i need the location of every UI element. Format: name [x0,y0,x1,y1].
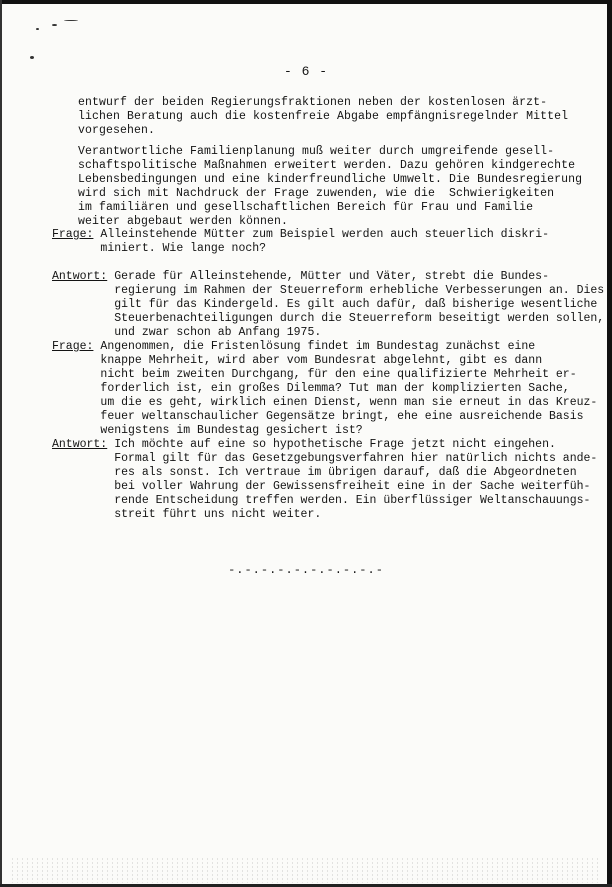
scan-border-right [607,0,612,887]
text-line: regierung im Rahmen der Steuerreform erhebliche Verbesserungen an. Dies [114,284,605,297]
text-line: bei voller Wahrung der Gewissensfreiheit eine in der Sache weiterfüh- [114,480,591,493]
scan-speck [30,56,34,59]
page-number: - 6 - [283,64,328,79]
scan-border-top [0,0,612,4]
text-line: miniert. Wie lange noch? [100,242,267,255]
text-line: wenigstens im Bundestag gesichert ist? [100,424,363,437]
text-line: gilt für das Kindergeld. Es gilt auch dafür, daß bisherige wesentliche [114,298,598,311]
text-line: Angenommen, die Fristenlösung findet im Bundestag zunächst eine [100,340,536,353]
text-line: Formal gilt für das Gesetzgebungsverfahren hier natürlich nichts ande- [114,452,598,465]
answer-label: Antwort: [52,438,108,451]
text-line: feuer weltanschaulicher Gegensätze bringt, ehe eine ausreichende Basis [100,410,584,423]
text-line: im familiären und gesellschaftlichen Bereich für Frau und Familie [78,201,534,214]
answer-label: Antwort: [52,270,108,283]
text-line: knappe Mehrheit, wird aber vom Bundesrat abgelehnt, gibt es dann [100,354,543,367]
text-line: entwurf der beiden Regierungsfraktionen neben der kostenlosen ärzt- [78,96,548,109]
text-line: lichen Beratung auch die kostenfreie Abgabe empfängnisregelnder Mittel [78,110,569,123]
text-line: res als sonst. Ich vertraue im übrigen darauf, daß die Abgeordneten [114,466,577,479]
qa-question-2 [52,340,598,438]
text-line: Verantwortliche Familienplanung muß weiter durch umgreifende gesell- [78,145,555,158]
text-line: weiter abgebaut werden können. [78,215,289,228]
text-line: vorgesehen. [78,124,156,137]
question-label: Frage: [52,340,94,353]
scan-noise [10,857,600,883]
qa-question-1 [52,228,592,256]
text-line: streit führt uns nicht weiter. [114,508,322,521]
text-line: Gerade für Alleinstehende, Mütter und Väter, strebt die Bundes- [114,270,549,283]
text-line: nicht beim zweiten Durchgang, für den eine qualifizierte Mehrheit er- [100,368,577,381]
text-line: Lebensbedingungen und eine kinderfreundliche Umwelt. Die Bundesregierung [78,173,583,186]
text-line: Steuerbenachteiligungen durch die Steuerreform beseitigt werden sollen, [114,312,605,325]
text-line: um die es geht, wirklich einen Dienst, wenn man sie erneut in das Kreuz- [100,396,598,409]
intro-paragraph [78,96,578,138]
scan-speck [64,20,78,21]
end-separator: -.-.-.-.-.-.-.-.-.- [228,563,384,577]
text-line: Alleinstehende Mütter zum Beispiel werden auch steuerlich diskri- [100,228,549,241]
text-line: forderlich ist, ein großes Dilemma? Tut man der komplizierten Sache, [100,382,570,395]
text-line: schaftspolitische Maßnahmen erweitert werden. Dazu gehören kindgerechte [78,159,576,172]
text-line: Ich möchte auf eine so hypothetische Frage jetzt nicht eingehen. [114,438,556,451]
qa-answer-2 [52,438,598,522]
family-planning-paragraph [78,145,583,229]
text-line: rende Entscheidung treffen werden. Ein überflüssiger Weltanschauungs- [114,494,591,507]
text-line: und zwar schon ab Anfang 1975. [114,326,322,339]
scan-speck [36,28,39,30]
scan-border-left [0,0,2,887]
scan-speck [52,24,57,26]
qa-answer-1 [52,270,605,340]
text-line: wird sich mit Nachdruck der Frage zuwenden, wie die Schwierigkeiten [78,187,555,200]
question-label: Frage: [52,228,94,241]
